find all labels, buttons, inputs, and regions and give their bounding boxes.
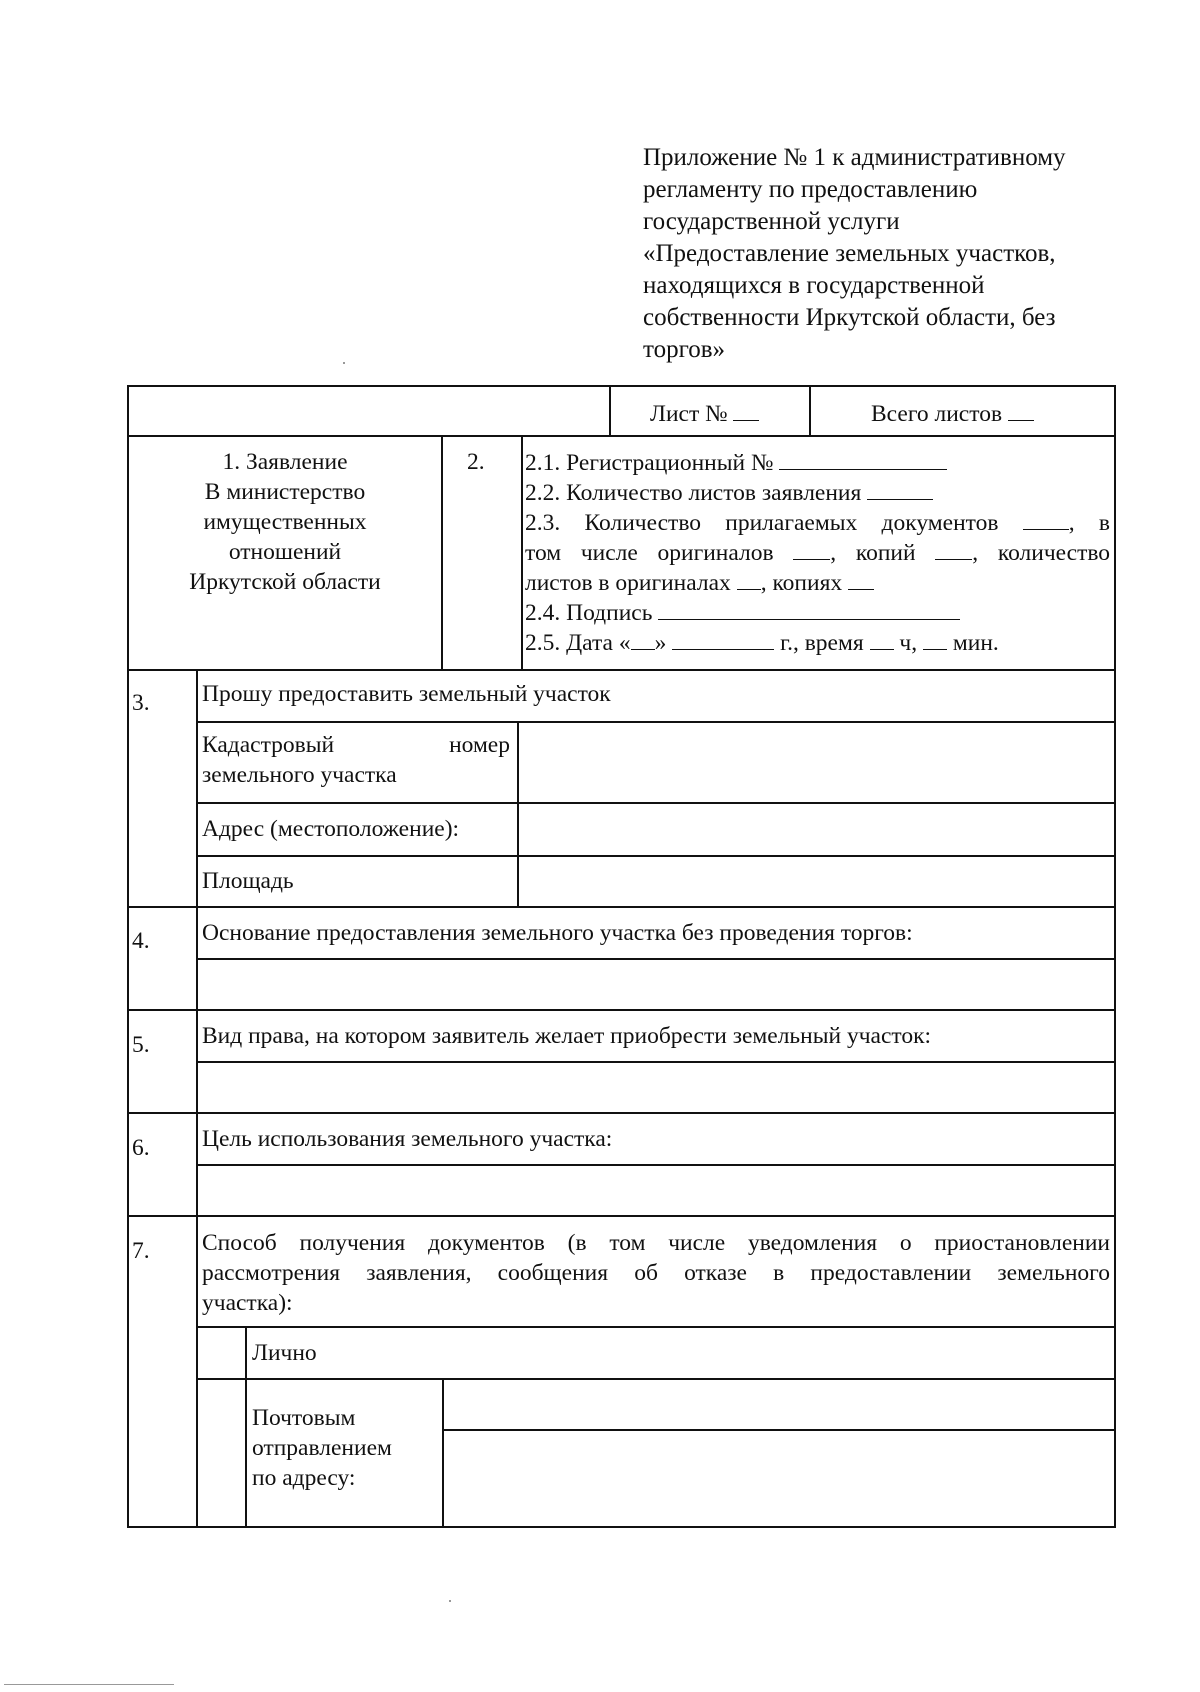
originals-label: том числе оригиналов xyxy=(525,540,774,566)
divider xyxy=(196,802,1116,804)
divider xyxy=(196,1326,1116,1328)
attached-docs-field[interactable] xyxy=(1023,510,1110,536)
section-1-line: В министерство xyxy=(204,479,366,505)
divider xyxy=(196,855,1116,857)
section-7-title-line-1: Способ получения документов (в том числе уведомления о приостановлении xyxy=(202,1230,1110,1256)
sheet-number-label: Лист № xyxy=(650,401,728,427)
divider xyxy=(127,1215,1116,1217)
originals-field[interactable] xyxy=(793,540,915,566)
divider xyxy=(196,1378,1116,1380)
hours-label: ч, xyxy=(899,630,918,656)
sheets-copies-field[interactable] xyxy=(848,567,874,590)
postal-label-line: отправлением xyxy=(252,1435,392,1461)
text-fragment: номер xyxy=(449,732,510,758)
divider xyxy=(441,435,443,670)
appendix-line: государственной услуги xyxy=(643,208,900,235)
copies-field[interactable] xyxy=(935,540,1110,566)
postal-address-input-1[interactable] xyxy=(445,1381,1112,1428)
sheet-number-field[interactable] xyxy=(650,398,759,429)
personally-checkbox[interactable] xyxy=(199,1329,243,1376)
section-7-title-line-2: рассмотрения заявления, сообщения об отказе в предоставлении земельного xyxy=(202,1260,1110,1286)
area-label: Площадь xyxy=(202,868,294,894)
time-label: г., время xyxy=(780,630,864,656)
address-input[interactable] xyxy=(520,805,1112,854)
area-input[interactable] xyxy=(520,858,1112,905)
text-fragment: » xyxy=(654,630,667,656)
appendix-line: «Предоставление земельных участков, xyxy=(643,240,1056,267)
appendix-line: находящихся в государственной xyxy=(643,272,985,299)
divider xyxy=(196,1164,1116,1166)
postal-checkbox[interactable] xyxy=(199,1381,243,1525)
section-7-number: 7. xyxy=(132,1238,150,1264)
hours-blank[interactable] xyxy=(870,627,894,650)
section-3-number: 3. xyxy=(132,690,150,716)
minutes-label: мин. xyxy=(952,630,999,656)
blank-line xyxy=(935,537,972,560)
day-blank[interactable] xyxy=(631,627,655,650)
divider xyxy=(196,1061,1116,1063)
divider xyxy=(442,1429,1116,1431)
minutes-blank[interactable] xyxy=(923,627,947,650)
blank-line xyxy=(1023,507,1069,530)
month-year-blank[interactable] xyxy=(672,627,774,650)
divider xyxy=(196,958,1116,960)
divider xyxy=(245,1326,247,1527)
section-3-title: Прошу предоставить земельный участок xyxy=(202,681,611,707)
signature-field[interactable] xyxy=(525,597,960,628)
divider xyxy=(127,435,1116,437)
divider xyxy=(127,906,1116,908)
appendix-line: регламенту по предоставлению xyxy=(643,176,978,203)
appendix-header xyxy=(643,142,1123,366)
table-border-bottom xyxy=(127,1526,1116,1528)
divider xyxy=(609,385,611,436)
section-6-number: 6. xyxy=(132,1135,150,1161)
section-4-title: Основание предоставления земельного участка без проведения торгов: xyxy=(202,920,913,946)
scan-artifact xyxy=(343,362,345,364)
blank-line xyxy=(1008,398,1034,421)
blank-line xyxy=(658,597,960,620)
text-fragment: , в xyxy=(1068,510,1110,536)
section-2-number: 2. xyxy=(467,449,485,475)
section-6-title: Цель использования земельного участка: xyxy=(202,1126,613,1152)
attached-docs-line-2 xyxy=(525,537,1110,568)
personally-option-label: Лично xyxy=(252,1340,317,1366)
table-border-right xyxy=(1114,385,1116,1528)
postal-label-line: по адресу: xyxy=(252,1465,356,1491)
sheets-originals-field[interactable] xyxy=(737,567,761,590)
cadastral-number-label-line-2: земельного участка xyxy=(202,762,397,788)
divider xyxy=(196,721,1116,723)
attached-docs-line-3 xyxy=(525,567,874,598)
blank-line xyxy=(733,398,759,421)
scan-artifact xyxy=(449,1600,451,1602)
application-sheets-field[interactable] xyxy=(525,477,933,508)
purpose-input[interactable] xyxy=(199,1167,1112,1214)
section-5-title: Вид права, на котором заявитель желает приобрести земельный участок: xyxy=(202,1023,932,1049)
divider xyxy=(196,669,198,1527)
copies-label: , копий xyxy=(830,540,916,566)
date-label: 2.5. Дата « xyxy=(525,630,631,656)
blank-line xyxy=(867,477,933,500)
right-type-input[interactable] xyxy=(199,1064,1112,1111)
sheets-total-field[interactable] xyxy=(871,398,1034,429)
section-5-number: 5. xyxy=(132,1032,150,1058)
section-1-line: имущественных xyxy=(203,509,367,535)
scan-artifact xyxy=(4,1684,174,1685)
cadastral-number-input[interactable] xyxy=(520,724,1112,801)
blank-line xyxy=(793,537,830,560)
divider xyxy=(127,1009,1116,1011)
appendix-line: собственности Иркутской области, без xyxy=(643,304,1056,331)
divider xyxy=(127,669,1116,671)
postal-label-line: Почтовым xyxy=(252,1405,356,1431)
appendix-line: Приложение № 1 к административному xyxy=(643,144,1066,171)
divider xyxy=(127,1112,1116,1114)
address-label: Адрес (местоположение): xyxy=(202,816,460,842)
postal-option-label xyxy=(252,1403,392,1493)
quantity-label: , количество xyxy=(972,540,1111,566)
section-1-line: 1. Заявление xyxy=(222,449,348,475)
text-fragment: Кадастровый xyxy=(202,732,335,758)
sheets-total-label: Всего листов xyxy=(871,401,1003,427)
section-1-application xyxy=(129,447,441,597)
date-time-field[interactable] xyxy=(525,627,999,658)
registration-number-label: 2.1. Регистрационный № xyxy=(525,450,774,476)
basis-input[interactable] xyxy=(199,961,1112,1008)
divider xyxy=(521,435,523,670)
appendix-line: торгов» xyxy=(643,336,726,363)
section-4-number: 4. xyxy=(132,928,150,954)
blank-line xyxy=(779,447,947,470)
attached-docs-label: 2.3. Количество прилагаемых документов xyxy=(525,510,999,536)
registration-number-field[interactable] xyxy=(525,447,947,478)
attached-docs-line-1 xyxy=(525,507,1110,538)
divider xyxy=(517,721,519,907)
section-1-line: Иркутской области xyxy=(189,569,381,595)
section-7-title-line-3: участка): xyxy=(202,1290,293,1316)
divider xyxy=(809,385,811,436)
sheets-originals-label: листов в оригиналах xyxy=(525,570,731,596)
section-1-line: отношений xyxy=(228,539,342,565)
postal-address-input-2[interactable] xyxy=(445,1432,1112,1525)
cadastral-number-label xyxy=(202,730,510,760)
application-sheets-label: 2.2. Количество листов заявления xyxy=(525,480,862,506)
signature-label: 2.4. Подпись xyxy=(525,600,653,626)
sheets-copies-label: , копиях xyxy=(760,570,843,596)
table-border-top xyxy=(127,385,1116,387)
divider xyxy=(442,1378,444,1527)
